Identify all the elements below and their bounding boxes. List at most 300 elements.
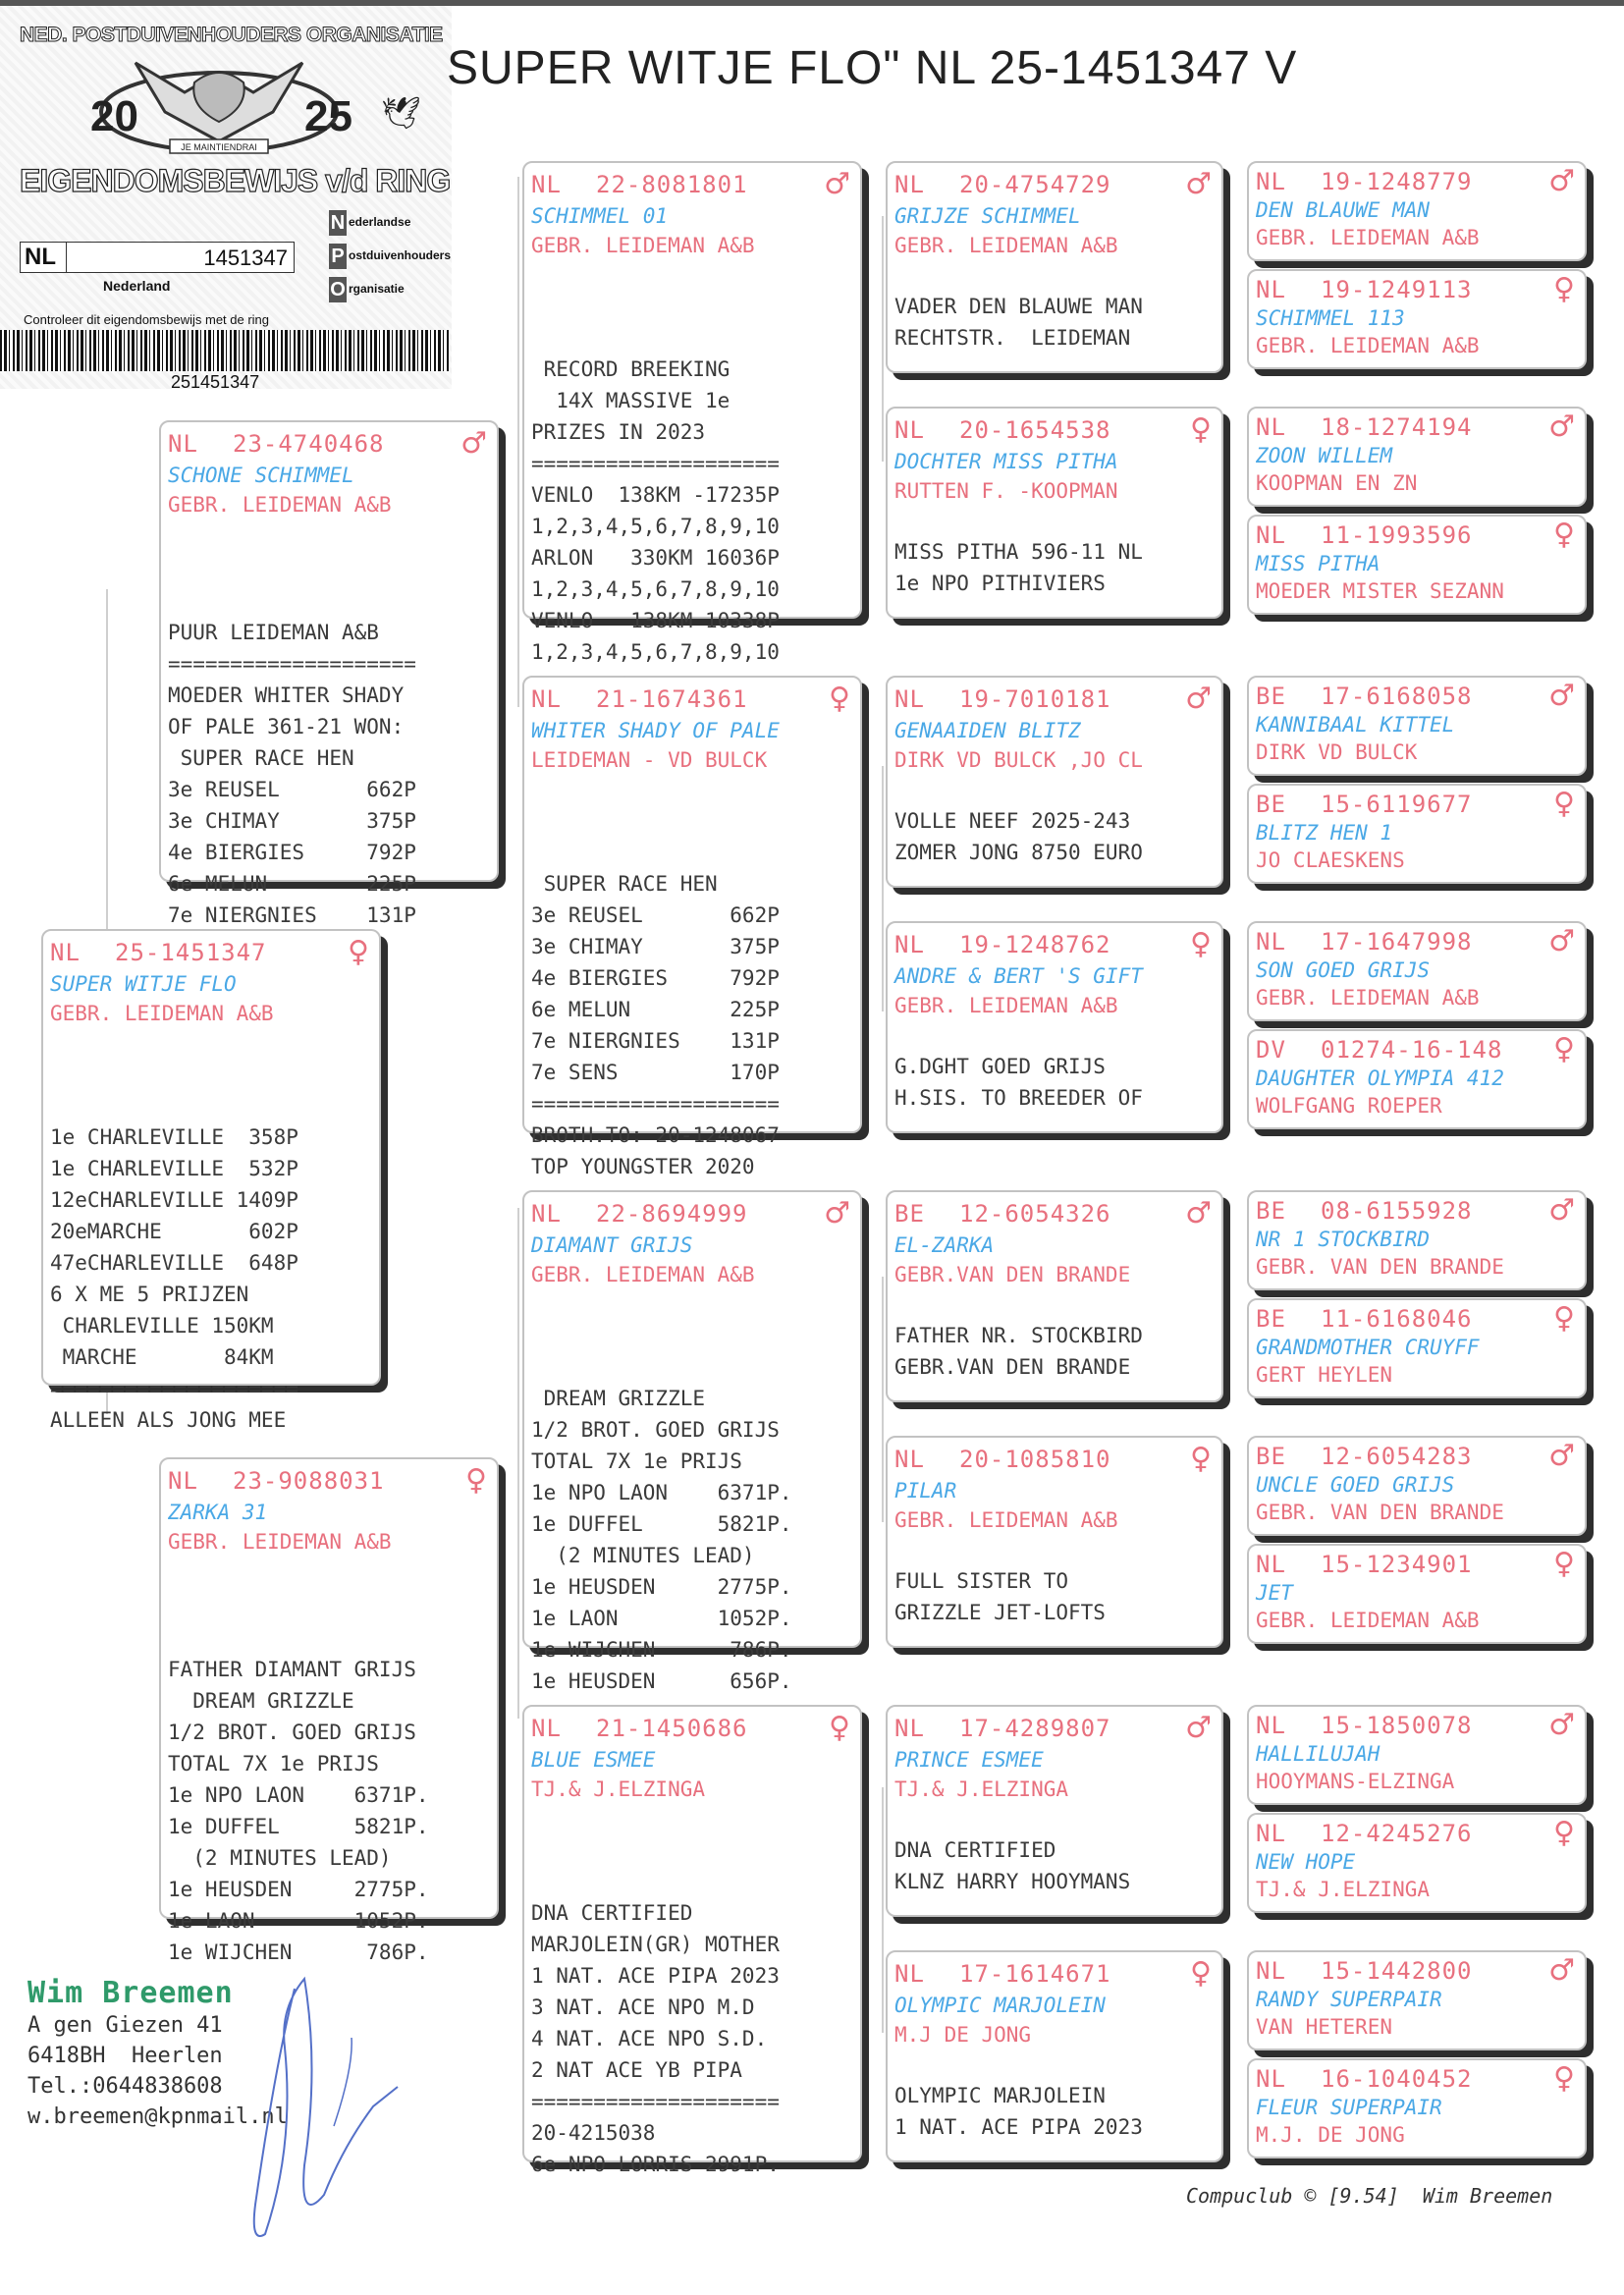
note-line: 14X MASSIVE 1e <box>531 389 731 412</box>
pigeon-breeder: GEBR. LEIDEMAN A&B <box>1256 1609 1480 1632</box>
pigeon-name: ANDRE & BERT 'S GIFT <box>894 964 1143 988</box>
note-line: VADER DEN BLAUWE MAN <box>894 295 1143 318</box>
pigeon-card-gen5[interactable] <box>1247 1298 1587 1398</box>
ring-motto: JE MAINTIENDRAI <box>181 142 257 152</box>
pigeon-breeder: GEBR. LEIDEMAN A&B <box>531 234 755 257</box>
ring-header <box>1256 1816 1575 1850</box>
ring-number: 21-1674361 <box>596 685 748 713</box>
pigeon-notes <box>894 1565 1106 1628</box>
breeder-city: 6418BH Heerlen <box>27 2044 223 2068</box>
ring-number: 15-1442800 <box>1321 1957 1473 1985</box>
note-line: H.SIS. TO BREEDER OF <box>894 1086 1143 1110</box>
female-icon: ♀ <box>1553 1816 1575 1850</box>
country-code: NL <box>894 685 925 713</box>
ring-header <box>894 412 1212 447</box>
ring-number: 19-1248762 <box>959 931 1111 958</box>
note-line: MARJOLEIN(GR) MOTHER <box>531 1933 780 1956</box>
ring-number: 1451347 <box>203 246 288 270</box>
pigeon-card-gen5[interactable] <box>1247 1813 1587 1913</box>
country-code: NL <box>168 430 198 458</box>
note-line: 3 NAT. ACE NPO M.D <box>531 1995 755 2019</box>
female-icon: ♀ <box>348 935 369 969</box>
country-code: NL <box>168 1467 198 1495</box>
pigeon-breeder: RUTTEN F. -KOOPMAN <box>894 479 1118 503</box>
connector-line <box>517 177 519 707</box>
male-icon: ♂ <box>1548 1953 1575 1988</box>
pigeon-breeder: DIRK VD BULCK <box>1256 740 1418 764</box>
ring-nederland: Nederland <box>103 278 171 294</box>
note-line: 4e BIERGIES 792P <box>531 966 780 990</box>
barcode <box>0 330 450 371</box>
ring-header <box>1256 1032 1575 1066</box>
pigeon-name: SON GOED GRIJS <box>1256 958 1431 982</box>
ring-header <box>1256 1708 1575 1742</box>
ring-header <box>531 1196 850 1230</box>
note-line: 1e CHARLEVILLE 532P <box>50 1157 298 1180</box>
ring-number: 12-6054326 <box>959 1200 1111 1228</box>
note-line: ==================== <box>168 652 416 676</box>
pigeon-card-gen5[interactable] <box>1247 2058 1587 2158</box>
ring-header <box>894 927 1212 961</box>
pigeon-card-gen5[interactable] <box>1247 921 1587 1021</box>
ring-number: 20-4754729 <box>959 171 1111 198</box>
pigeon-card-gen5[interactable] <box>1247 1544 1587 1644</box>
pigeon-name: PILAR <box>894 1479 957 1503</box>
connector-line <box>106 589 108 933</box>
pigeon-card-gen5[interactable] <box>1247 676 1587 776</box>
pigeon-card-dam[interactable] <box>159 1457 499 1964</box>
pigeon-notes <box>894 2080 1143 2143</box>
note-line: 6e MELUN 225P <box>531 998 780 1021</box>
pigeon-name: SUPER WITJE FLO <box>50 972 237 996</box>
pigeon-breeder: GEBR. LEIDEMAN A&B <box>531 1263 755 1286</box>
pigeon-name: SCHONE SCHIMMEL <box>168 464 354 487</box>
female-icon: ♀ <box>1190 927 1212 961</box>
pigeon-name: RANDY SUPERPAIR <box>1256 1988 1442 2011</box>
note-line: 1e CHARLEVILLE 358P <box>50 1125 298 1149</box>
note-line: 1e LAON 1052P. <box>168 1909 429 1933</box>
note-line: 1e LAON 1052P. <box>531 1607 792 1630</box>
ring-number: 17-1614671 <box>959 1960 1111 1988</box>
pigeon-notes <box>894 1834 1130 1897</box>
footer-credit: Compuclub © [9.54] Wim Breemen <box>1186 2184 1553 2208</box>
country-code: BE <box>1256 1443 1286 1470</box>
npo-text-p: ostduivenhouders <box>349 248 452 263</box>
country-code: NL <box>894 1446 925 1473</box>
ring-header <box>168 1463 487 1498</box>
ring-header <box>894 167 1212 201</box>
note-line: 7e NIERGNIES 131P <box>531 1029 780 1053</box>
pigeon-name: MISS PITHA <box>1256 552 1380 575</box>
note-line: 3e REUSEL 662P <box>531 903 780 927</box>
country-code: NL <box>894 1960 925 1988</box>
country-code: NL <box>894 1715 925 1742</box>
country-code: NL <box>531 1715 562 1742</box>
note-line: 1e NPO PITHIVIERS <box>894 572 1106 595</box>
pigeon-name: SCHIMMEL 01 <box>531 204 669 228</box>
pigeon-name: GRIJZE SCHIMMEL <box>894 204 1081 228</box>
pigeon-notes <box>894 805 1143 868</box>
pigeon-name: BLITZ HEN 1 <box>1256 821 1393 845</box>
note-line: FULL SISTER TO <box>894 1569 1069 1593</box>
note-line: (2 MINUTES LEAD) <box>168 1846 392 1870</box>
ring-number: 17-6168058 <box>1321 683 1473 710</box>
ring-header <box>531 167 850 201</box>
note-line: ==================== <box>50 1377 298 1400</box>
note-line: 7e NIERGNIES 131P <box>168 903 416 927</box>
pigeon-card-subject[interactable] <box>41 929 381 1432</box>
ring-header <box>1256 1953 1575 1988</box>
male-icon: ♂ <box>1548 410 1575 444</box>
country-code: NL <box>1256 928 1286 956</box>
pigeon-breeder: WOLFGANG ROEPER <box>1256 1094 1442 1118</box>
ring-number: 19-1248779 <box>1321 168 1473 195</box>
pigeon-card-gen3[interactable] <box>522 1190 862 1693</box>
pigeon-card-gen4[interactable] <box>886 161 1223 373</box>
pigeon-card-gen5[interactable] <box>1247 407 1587 507</box>
note-line: VOLLE NEEF 2025-243 <box>894 809 1131 833</box>
ring-number: 23-4740468 <box>233 430 385 458</box>
ring-header <box>1256 164 1575 198</box>
note-line: ==================== <box>531 452 780 475</box>
pigeon-card-gen5[interactable] <box>1247 784 1587 884</box>
country-code: NL <box>894 416 925 444</box>
ring-header <box>531 1711 850 1745</box>
note-line: VENLO 138KM 10338P <box>531 609 780 632</box>
npo-text-n: ederlandse <box>349 215 411 230</box>
ring-certificate <box>0 6 452 392</box>
breeder-address: A gen Giezen 41 <box>27 2013 223 2038</box>
pigeon-name: DAUGHTER OLYMPIA 412 <box>1256 1066 1504 1090</box>
ring-number: 15-1850078 <box>1321 1712 1473 1739</box>
pigeon-card-gen4[interactable] <box>886 1705 1223 1917</box>
note-line: 6e MELUN 225P <box>168 872 416 896</box>
ring-header <box>1256 1301 1575 1336</box>
pigeon-name: NR 1 STOCKBIRD <box>1256 1228 1431 1251</box>
note-line: 1e WIJCHEN 786P. <box>168 1940 429 1964</box>
pigeon-card-gen5[interactable] <box>1247 161 1587 261</box>
note-line: DREAM GRIZZLE <box>531 1387 706 1410</box>
pigeon-breeder: DIRK VD BULCK ,JO CL <box>894 748 1143 772</box>
pigeon-name: JET <box>1256 1581 1293 1605</box>
country-code: BE <box>1256 683 1286 710</box>
pigeon-name: EL-ZARKA <box>894 1233 995 1257</box>
pigeon-name: GRANDMOTHER CRUYFF <box>1256 1336 1480 1359</box>
pigeon-notes <box>894 291 1143 354</box>
ring-number: 25-1451347 <box>115 939 267 966</box>
male-icon: ♂ <box>460 426 487 461</box>
note-line: OLYMPIC MARJOLEIN <box>894 2084 1106 2107</box>
ring-header <box>894 1196 1212 1230</box>
pigeon-notes <box>894 1320 1143 1383</box>
male-icon: ♂ <box>824 167 850 201</box>
ring-number: 15-6119677 <box>1321 791 1473 818</box>
ring-number: 17-1647998 <box>1321 928 1473 956</box>
ring-header <box>894 1711 1212 1745</box>
ring-header <box>1256 1439 1575 1473</box>
ring-header <box>168 426 487 461</box>
pigeon-notes <box>531 805 780 1245</box>
note-line: BROTH.TO: 20-1248067 <box>531 1123 780 1147</box>
ring-number: 08-6155928 <box>1321 1197 1473 1225</box>
country-code: BE <box>1256 1197 1286 1225</box>
female-icon: ♀ <box>1553 1032 1575 1066</box>
ring-header <box>894 1956 1212 1991</box>
pigeon-name: PRINCE ESMEE <box>894 1748 1044 1772</box>
ring-number: 19-1249113 <box>1321 276 1473 303</box>
note-line: 4 NAT. ACE NPO S.D. <box>531 2027 768 2050</box>
ring-header <box>1256 924 1575 958</box>
note-line: 1e HEUSDEN 2775P. <box>168 1878 429 1901</box>
female-icon: ♀ <box>1553 518 1575 552</box>
pigeon-breeder: GERT HEYLEN <box>1256 1363 1393 1387</box>
pigeon-name: DEN BLAUWE MAN <box>1256 198 1431 222</box>
note-line: ALLEEN ALS JONG MEE <box>50 1408 287 1432</box>
pigeon-breeder: JO CLAESKENS <box>1256 848 1405 872</box>
ring-certificate-title: EIGENDOMSBEWIJS v/d RING <box>20 163 451 198</box>
note-line: 1 NAT. ACE PIPA 2023 <box>894 2115 1143 2139</box>
ring-number: 20-1085810 <box>959 1446 1111 1473</box>
pigeon-name: DIAMANT GRIJS <box>531 1233 693 1257</box>
handwritten-signature <box>236 1949 422 2254</box>
note-line: TOTAL 7X 1e PRIJS <box>168 1752 379 1776</box>
ring-year-left: 20 <box>90 92 138 140</box>
female-icon: ♀ <box>829 1711 850 1745</box>
note-line: FATHER DIAMANT GRIJS <box>168 1658 416 1681</box>
pigeon-name: FLEUR SUPERPAIR <box>1256 2096 1442 2119</box>
pigeon-name: HALLILUJAH <box>1256 1742 1380 1766</box>
ring-number: 18-1274194 <box>1321 413 1473 441</box>
breeder-email[interactable]: w.breemen@kpnmail.nl <box>27 2104 288 2129</box>
male-icon: ♂ <box>1185 167 1212 201</box>
female-icon: ♀ <box>1553 1301 1575 1336</box>
pigeon-breeder: GEBR. LEIDEMAN A&B <box>168 1530 392 1554</box>
female-icon: ♀ <box>1553 1547 1575 1581</box>
ring-header <box>531 682 850 716</box>
ring-header <box>1256 410 1575 444</box>
pigeon-name: GENAAIDEN BLITZ <box>894 719 1081 742</box>
pigeon-card-gen4[interactable] <box>886 407 1223 619</box>
pigeon-card-gen4[interactable] <box>886 1436 1223 1648</box>
npo-letter-n: N <box>330 212 346 234</box>
pigeon-breeder: GEBR. LEIDEMAN A&B <box>894 994 1118 1017</box>
note-line: (2 MINUTES LEAD) <box>531 1544 755 1567</box>
breeder-phone: Tel.:0644838608 <box>27 2074 223 2099</box>
ring-header <box>1256 272 1575 306</box>
male-icon: ♂ <box>1548 924 1575 958</box>
dove-icon: 🕊 <box>381 94 421 132</box>
ring-header <box>1256 2061 1575 2096</box>
pigeon-breeder: GEBR.VAN DEN BRANDE <box>894 1263 1131 1286</box>
male-icon: ♂ <box>1548 1193 1575 1228</box>
note-line: 1e DUFFEL 5821P. <box>168 1815 429 1838</box>
country-code: NL <box>894 931 925 958</box>
male-icon: ♂ <box>1185 1711 1212 1745</box>
pigeon-card-gen5[interactable] <box>1247 515 1587 615</box>
pigeon-name: SCHIMMEL 113 <box>1256 306 1405 330</box>
male-icon: ♂ <box>1185 682 1212 716</box>
note-line: G.DGHT GOED GRIJS <box>894 1055 1106 1078</box>
pigeon-notes <box>531 1320 792 1760</box>
note-line: GEBR.VAN DEN BRANDE <box>894 1355 1131 1379</box>
note-line: ==================== <box>531 1092 780 1116</box>
note-line: 1e NPO LAON 6371P. <box>531 1481 792 1504</box>
note-line: 2 NAT ACE YB PIPA <box>531 2058 742 2082</box>
pigeon-breeder: GEBR. LEIDEMAN A&B <box>894 1508 1118 1532</box>
country-code: NL <box>50 939 81 966</box>
note-line: 3e CHIMAY 375P <box>168 809 416 833</box>
country-code: DV <box>1256 1036 1286 1064</box>
ring-number: 20-1654538 <box>959 416 1111 444</box>
pigeon-notes <box>894 1051 1143 1114</box>
note-line: DREAM GRIZZLE <box>168 1689 354 1713</box>
connector-line <box>882 1787 884 2033</box>
note-line: VENLO 138KM -17235P <box>531 483 780 507</box>
country-code: NL <box>531 685 562 713</box>
note-line: PUUR LEIDEMAN A&B <box>168 621 379 644</box>
npo-text-o: rganisatie <box>349 282 405 297</box>
note-line: ZOMER JONG 8750 EURO <box>894 841 1143 864</box>
pigeon-card-gen5[interactable] <box>1247 1029 1587 1129</box>
pigeon-name: NEW HOPE <box>1256 1850 1356 1874</box>
note-line: 6 X ME 5 PRIJZEN <box>50 1283 249 1306</box>
female-icon: ♀ <box>465 1463 487 1498</box>
female-icon: ♀ <box>1190 1956 1212 1991</box>
pigeon-card-gen4[interactable] <box>886 676 1223 888</box>
pigeon-card-gen5[interactable] <box>1247 1705 1587 1805</box>
pigeon-card-gen4[interactable] <box>886 1950 1223 2162</box>
pigeon-notes <box>50 1059 298 1499</box>
pigeon-name: OLYMPIC MARJOLEIN <box>894 1994 1106 2017</box>
pigeon-card-gen5[interactable] <box>1247 1436 1587 1536</box>
pigeon-card-gen3[interactable] <box>522 1705 862 2176</box>
pigeon-breeder: KOOPMAN EN ZN <box>1256 471 1418 495</box>
pigeon-breeder: GEBR. LEIDEMAN A&B <box>1256 986 1480 1010</box>
pigeon-breeder: MOEDER MISTER SEZANN <box>1256 579 1504 603</box>
note-line: 20-4215038 <box>531 2121 656 2145</box>
pigeon-name: UNCLE GOED GRIJS <box>1256 1473 1455 1497</box>
note-line: TOTAL 7X 1e PRIJS <box>531 1449 742 1473</box>
note-line: 1e NPO LAON 6371P. <box>168 1783 429 1807</box>
note-line: 6e NPO LORRIS 2991P. <box>531 2153 780 2176</box>
ring-number: 19-7010181 <box>959 685 1111 713</box>
note-line: 1e HEUSDEN 656P. <box>531 1669 792 1693</box>
pigeon-breeder: M.J. DE JONG <box>1256 2123 1405 2147</box>
note-line: RECHTSTR. LEIDEMAN <box>894 326 1131 350</box>
note-line: 4e BIERGIES 792P <box>168 841 416 864</box>
pigeon-breeder: GEBR. VAN DEN BRANDE <box>1256 1501 1504 1524</box>
pigeon-card-gen5[interactable] <box>1247 1950 1587 2050</box>
note-line: MOEDER WHITER SHADY <box>168 683 405 707</box>
pigeon-card-gen4[interactable] <box>886 921 1223 1133</box>
note-line: 3e CHIMAY 375P <box>531 935 780 958</box>
female-icon: ♀ <box>1553 272 1575 306</box>
note-line: 47eCHARLEVILLE 648P <box>50 1251 298 1275</box>
note-line: MISS PITHA 596-11 NL <box>894 540 1143 564</box>
pigeon-notes <box>531 1834 780 2243</box>
ring-number: 22-8694999 <box>596 1200 748 1228</box>
note-line: CHARLEVILLE 150KM <box>50 1314 274 1338</box>
ring-control-note: Controleer dit eigendomsbewijs met de ring <box>24 312 270 327</box>
note-line: GRIZZLE JET-LOFTS <box>894 1601 1106 1624</box>
male-icon: ♂ <box>1548 1708 1575 1742</box>
pigeon-name: BLUE ESMEE <box>531 1748 656 1772</box>
pigeon-card-gen5[interactable] <box>1247 269 1587 369</box>
barcode-number: 251451347 <box>171 372 260 392</box>
pigeon-breeder: GEBR. LEIDEMAN A&B <box>50 1002 274 1025</box>
note-line: OF PALE 361-21 WON: <box>168 715 405 738</box>
note-line: ARLON 330KM 16036P <box>531 546 780 570</box>
note-line: RECORD BREEKING <box>531 357 731 381</box>
pigeon-card-gen4[interactable] <box>886 1190 1223 1402</box>
female-icon: ♀ <box>1190 1442 1212 1476</box>
ring-header <box>1256 679 1575 713</box>
note-line: TOP YOUNGSTER 2020 <box>531 1155 755 1178</box>
country-code: NL <box>531 171 562 198</box>
note-line: KLNZ HARRY HOOYMANS <box>894 1870 1131 1893</box>
note-line: 1e DUFFEL 5821P. <box>531 1512 792 1536</box>
male-icon: ♂ <box>1548 1439 1575 1473</box>
ring-number: 11-6168046 <box>1321 1305 1473 1333</box>
ring-header <box>1256 787 1575 821</box>
pigeon-name: DOCHTER MISS PITHA <box>894 450 1118 473</box>
note-line: 1/2 BROT. GOED GRIJS <box>168 1721 416 1744</box>
pigeon-card-gen5[interactable] <box>1247 1190 1587 1290</box>
ring-number: 22-8081801 <box>596 171 748 198</box>
pigeon-notes <box>894 536 1143 599</box>
note-line: SUPER RACE HEN <box>531 872 718 896</box>
male-icon: ♂ <box>824 1196 850 1230</box>
male-icon: ♂ <box>1548 164 1575 198</box>
ring-header <box>894 1442 1212 1476</box>
connector-line <box>517 1208 519 1719</box>
npo-letter-p: P <box>329 244 347 269</box>
ring-year-right: 25 <box>304 92 352 140</box>
page-title: SUPER WITJE FLO" NL 25-1451347 V <box>447 42 1298 94</box>
female-icon: ♀ <box>1553 787 1575 821</box>
note-line: 1,2,3,4,5,6,7,8,9,10 <box>531 515 780 538</box>
pigeon-breeder: GEBR. LEIDEMAN A&B <box>1256 334 1480 357</box>
country-code: NL <box>1256 276 1286 303</box>
ring-number: 16-1040452 <box>1321 2065 1473 2093</box>
country-code: BE <box>894 1200 925 1228</box>
country-code: NL <box>1256 1551 1286 1578</box>
ring-number: 12-6054283 <box>1321 1443 1473 1470</box>
note-line: SUPER RACE HEN <box>168 746 354 770</box>
note-line: PRIZES IN 2023 <box>531 420 706 444</box>
pigeon-name: WHITER SHADY OF PALE <box>531 719 780 742</box>
country-code: NL <box>1256 1820 1286 1847</box>
country-code: NL <box>894 171 925 198</box>
pigeon-breeder: M.J DE JONG <box>894 2023 1032 2047</box>
ring-number: 12-4245276 <box>1321 1820 1473 1847</box>
ring-organisation: NED. POSTDUIVENHOUDERS ORGANISATIE <box>20 24 443 46</box>
pigeon-card-sire[interactable] <box>159 420 499 927</box>
pigeon-notes <box>531 291 780 731</box>
note-line: 1/2 BROT. GOED GRIJS <box>531 1418 780 1442</box>
pigeon-breeder: VAN HETEREN <box>1256 2015 1393 2039</box>
pigeon-card-gen3[interactable] <box>522 161 862 664</box>
pigeon-breeder: GEBR. LEIDEMAN A&B <box>168 493 392 517</box>
npo-logo <box>329 210 451 310</box>
note-line: MARCHE 84KM <box>50 1345 274 1369</box>
pigeon-breeder: LEIDEMAN - VD BULCK <box>531 748 768 772</box>
country-code: NL <box>1256 2065 1286 2093</box>
pigeon-breeder: TJ.& J.ELZINGA <box>1256 1878 1431 1901</box>
ring-header <box>1256 1547 1575 1581</box>
pigeon-card-gen3[interactable] <box>522 676 862 1178</box>
pigeon-breeder: GEBR. LEIDEMAN A&B <box>894 234 1118 257</box>
